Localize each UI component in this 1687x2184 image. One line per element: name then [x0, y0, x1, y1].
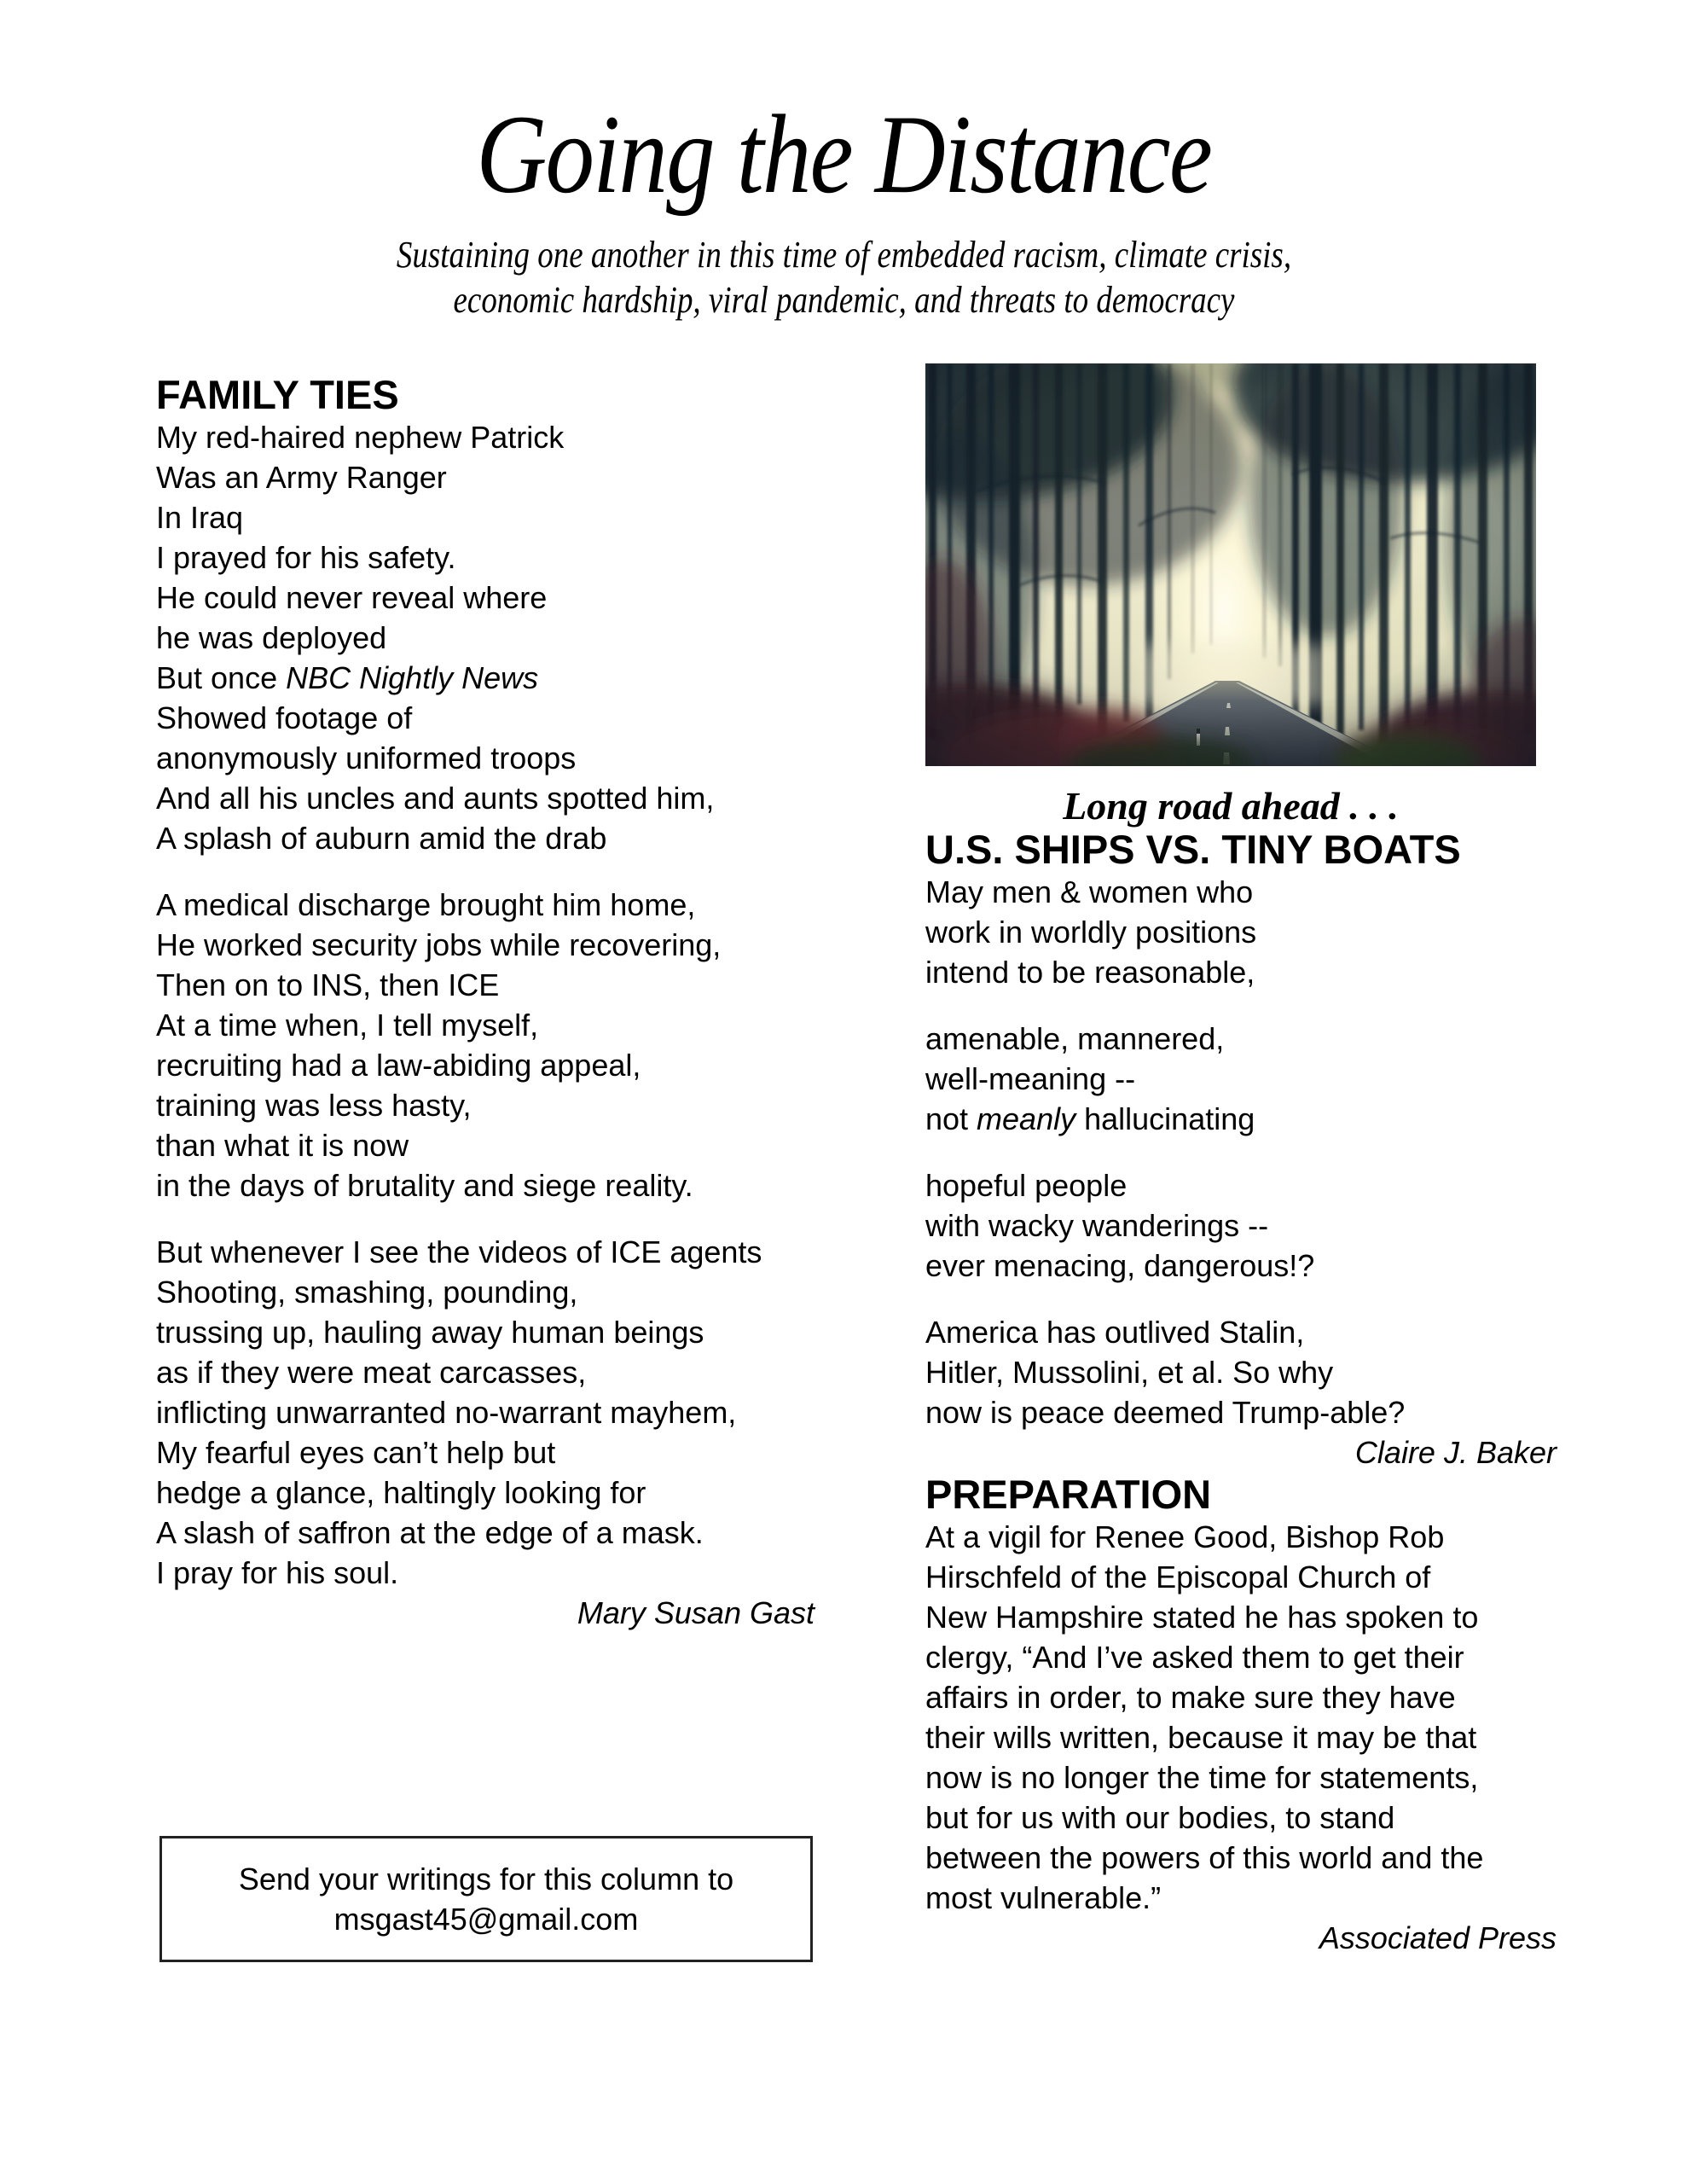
poem-line: A medical discharge brought him home,	[156, 887, 696, 922]
poem-line: trussing up, hauling away human beings	[156, 1315, 704, 1350]
photo-caption: Long road ahead . . .	[1063, 784, 1399, 828]
poem-line: as if they were meat carcasses,	[156, 1355, 587, 1390]
author-credit-preparation: Associated Press	[1319, 1920, 1557, 1955]
subtitle-line: economic hardship, viral pandemic, and threats to democracy	[453, 279, 1234, 321]
poem-line: in the days of brutality and siege reality.	[156, 1168, 693, 1203]
poem-line-nbc	[156, 658, 815, 698]
poem-line-meanly	[925, 1099, 1557, 1139]
family-ties-heading: FAMILY TIES	[156, 372, 399, 417]
meanly-line-post: hallucinating	[1075, 1101, 1255, 1136]
poem-line: My fearful eyes can’t help but	[156, 1435, 556, 1470]
poem-line: New Hampshire stated he has spoken to	[925, 1600, 1479, 1635]
poem-line: now is peace deemed Trump-able?	[925, 1395, 1406, 1430]
poem-line: At a vigil for Renee Good, Bishop Rob	[925, 1519, 1445, 1554]
poem-line: now is no longer the time for statements,	[925, 1760, 1479, 1795]
submission-box-email: msgast45@gmail.com	[333, 1902, 639, 1937]
poem-line: At a time when, I tell myself,	[156, 1008, 539, 1043]
stanza-lines	[156, 698, 815, 858]
forest-road-photo	[925, 363, 1536, 766]
family-ties-stanza-1	[156, 417, 815, 858]
stanza-lines	[925, 1019, 1557, 1099]
poem-line: Then on to INS, then ICE	[156, 967, 500, 1002]
poem-line: affairs in order, to make sure they have	[925, 1680, 1456, 1715]
ships-stanza-4	[925, 1312, 1557, 1432]
poem-line: I prayed for his safety.	[156, 540, 456, 575]
poem-line: I pray for his soul.	[156, 1555, 399, 1590]
poem-line: He worked security jobs while recovering,	[156, 927, 722, 962]
nbc-line-italic: NBC Nightly News	[286, 660, 539, 695]
meanly-line-pre: not	[925, 1101, 977, 1136]
stanza-lines	[156, 417, 815, 658]
nbc-line-pre: But once	[156, 660, 287, 695]
poem-line: Shooting, smashing, pounding,	[156, 1275, 578, 1310]
poem-line: training was less hasty,	[156, 1088, 472, 1123]
poem-line: May men & women who	[925, 874, 1254, 909]
poem-line: with wacky wanderings --	[925, 1208, 1269, 1243]
poem-line: between the powers of this world and the	[925, 1840, 1484, 1875]
ships-stanza-3	[925, 1165, 1557, 1286]
poem-line: recruiting had a law-abiding appeal,	[156, 1048, 641, 1083]
family-ties-stanza-3	[156, 1232, 815, 1593]
poem-line: work in worldly positions	[925, 915, 1257, 950]
photo-vignette	[925, 363, 1536, 766]
author-credit-family-ties: Mary Susan Gast	[577, 1595, 815, 1630]
poem-line: amenable, mannered,	[925, 1021, 1225, 1056]
meanly-line-italic: meanly	[977, 1101, 1076, 1136]
poem-line: he was deployed	[156, 620, 387, 655]
submission-box	[159, 1836, 813, 1962]
submission-box-line: Send your writings for this column to	[238, 1862, 734, 1896]
poem-line: their wills written, because it may be that	[925, 1720, 1477, 1755]
poem-line: anonymously uniformed troops	[156, 741, 577, 775]
poem-line: Was an Army Ranger	[156, 460, 447, 495]
author-credit-ships: Claire J. Baker	[1354, 1435, 1557, 1470]
poem-line: In Iraq	[156, 500, 244, 535]
poem-line: A slash of saffron at the edge of a mask.	[156, 1515, 704, 1550]
ships-stanza-1	[925, 872, 1557, 992]
right-column	[925, 363, 1557, 1958]
poem-line: intend to be reasonable,	[925, 955, 1255, 990]
poem-line: And all his uncles and aunts spotted him,	[156, 781, 715, 816]
ships-stanza-2	[925, 1019, 1557, 1139]
poem-line: My red-haired nephew Patrick	[156, 420, 565, 455]
page-title-text: Going the Distance	[476, 91, 1211, 217]
family-ties-section	[156, 373, 815, 1633]
poem-line: ever menacing, dangerous!?	[925, 1248, 1315, 1283]
poem-line: hedge a glance, haltingly looking for	[156, 1475, 646, 1510]
preparation-heading: PREPARATION	[925, 1472, 1212, 1517]
page-subtitle	[0, 232, 1687, 322]
page-subtitle-text	[396, 232, 1290, 322]
poem-line: clergy, “And I’ve asked them to get their	[925, 1640, 1464, 1675]
poem-line: most vulnerable.”	[925, 1880, 1162, 1915]
subtitle-line: Sustaining one another in this time of embedded racism, climate crisis,	[396, 234, 1291, 276]
poem-line: He could never reveal where	[156, 580, 548, 615]
poem-line: inflicting unwarranted no-warrant mayhem,	[156, 1395, 737, 1430]
poem-line: America has outlived Stalin,	[925, 1315, 1305, 1350]
poem-line: Showed footage of	[156, 700, 413, 735]
family-ties-stanza-2	[156, 885, 815, 1205]
poem-line: than what it is now	[156, 1128, 409, 1163]
poem-line: Hitler, Mussolini, et al. So why	[925, 1355, 1334, 1390]
ships-heading: U.S. SHIPS VS. TINY BOATS	[925, 827, 1461, 872]
preparation-body	[925, 1517, 1557, 1918]
poem-line: but for us with our bodies, to stand	[925, 1800, 1395, 1835]
poem-line: well-meaning --	[925, 1061, 1136, 1096]
poem-line: But whenever I see the videos of ICE agents	[156, 1234, 762, 1269]
page-title	[0, 91, 1687, 217]
poem-line: hopeful people	[925, 1168, 1128, 1203]
poem-line: Hirschfeld of the Episcopal Church of	[925, 1560, 1431, 1594]
poem-line: A splash of auburn amid the drab	[156, 821, 607, 856]
